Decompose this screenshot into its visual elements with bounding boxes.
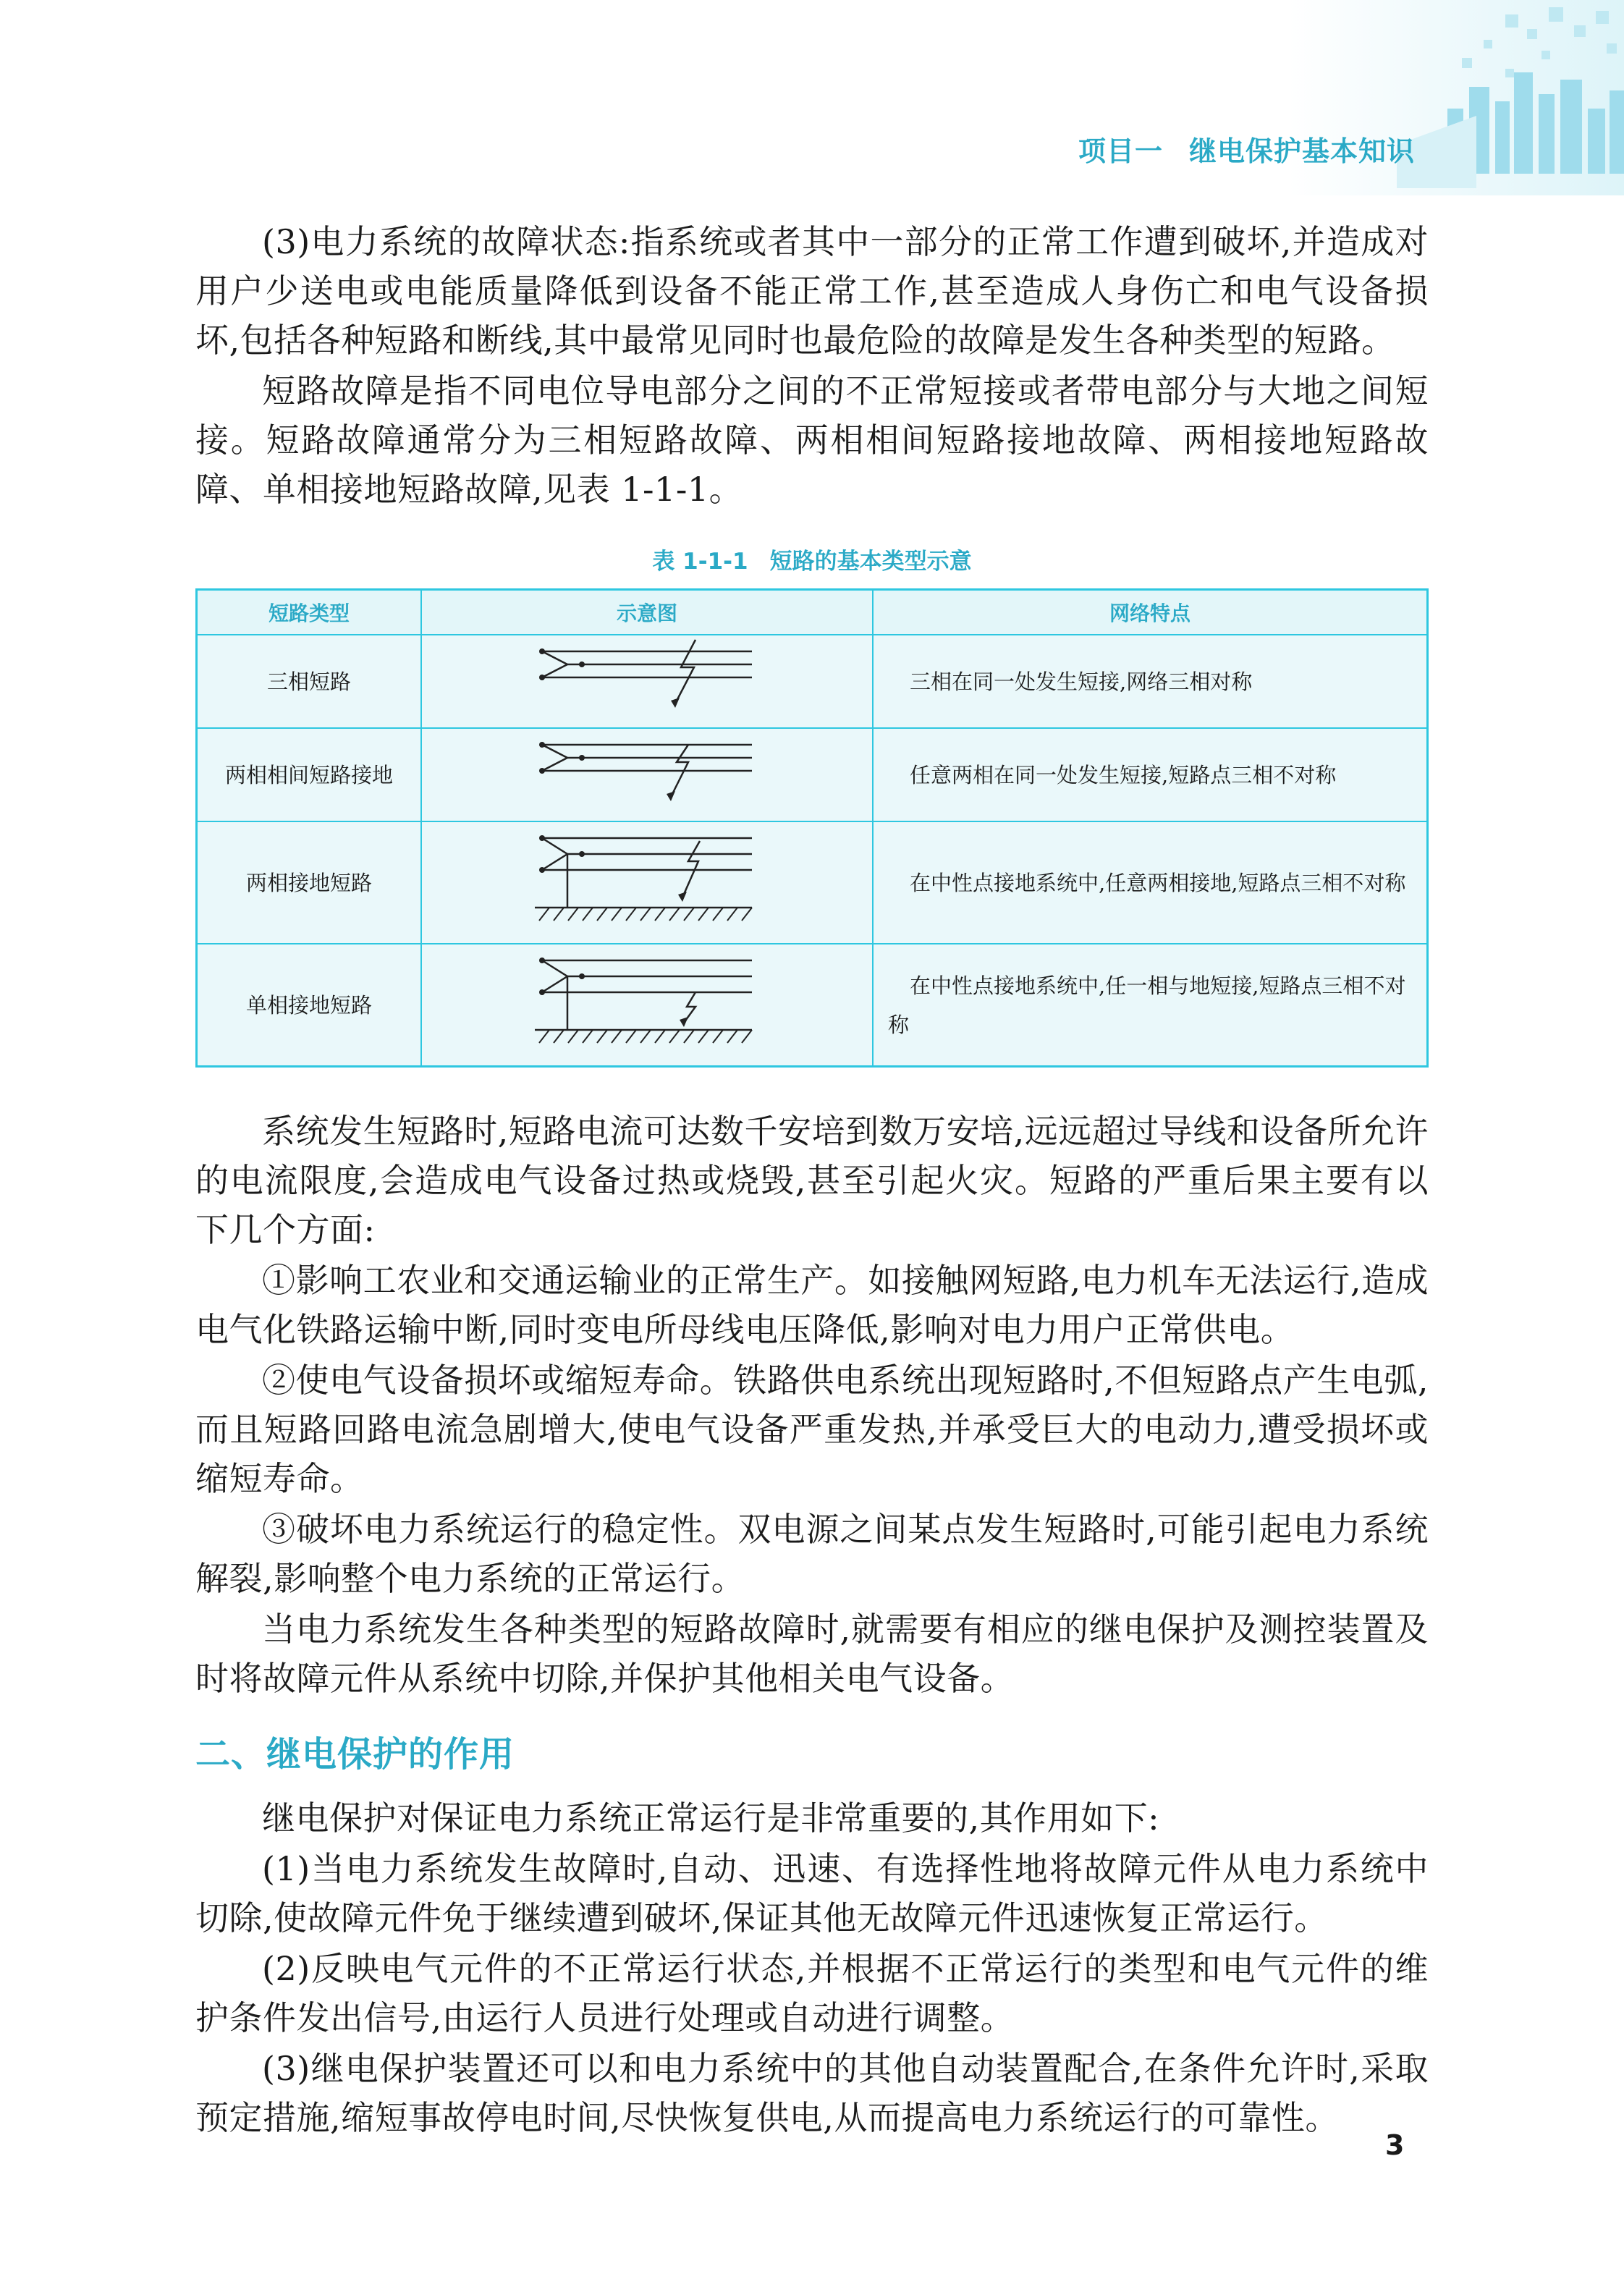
short-circuit-types-table [195, 588, 1429, 1068]
page-content [195, 217, 1429, 2142]
table-caption-title: 短路的基本类型示意 [769, 549, 972, 575]
table-header-row [197, 590, 1428, 635]
two-phase-ground-short-diagram [528, 822, 766, 931]
paragraph: (2)反映电气元件的不正常运行状态,并根据不正常运行的类型和电气元件的维护条件发出信号,由运行人员进行处理或自动进行调整。 [195, 1949, 1429, 2037]
paragraph: (3)继电保护装置还可以和电力系统中的其他自动装置配合,在条件允许时,采取预定措施,缩短事故停电时间,尽快恢复供电,从而提高电力系统运行的可靠性。 [195, 2049, 1429, 2137]
feature-cell: 在中性点接地系统中,任意两相接地,短路点三相不对称 [873, 821, 1428, 944]
paragraph: (3)电力系统的故障状态:指系统或者其中一部分的正常工作遭到破坏,并造成对用户少送电或电能质量降低到设备不能正常工作,甚至造成人身伤亡和电气设备损坏,包括各种短路和断线,其中最常见同时也最危险的故障是发生各种类型的短路。 [195, 222, 1429, 360]
running-head-title: 继电保护基本知识 [1189, 135, 1416, 167]
running-head-project: 项目一 [1078, 135, 1164, 167]
short-type-cell: 三相短路 [197, 635, 422, 728]
paragraph: 短路故障是指不同电位导电部分之间的不正常短接或者带电部分与大地之间短接。短路故障通常分为三相短路故障、两相相间短路接地故障、两相接地短路故障、单相接地短路故障,见表 1-1-1。 [195, 371, 1429, 509]
paragraph: ②使电气设备损坏或缩短寿命。铁路供电系统出现短路时,不但短路点产生电弧,而且短路回路电流急剧增大,使电气设备严重发热,并承受巨大的电动力,遭受损坏或缩短寿命。 [195, 1361, 1429, 1498]
feature-cell: 任意两相在同一处发生短接,短路点三相不对称 [873, 728, 1428, 821]
table-caption [195, 543, 1429, 575]
running-head [1078, 129, 1484, 169]
diagram-cell [421, 821, 873, 944]
table-row [197, 821, 1428, 944]
table-caption-number: 表 1-1-1 [652, 549, 748, 575]
table-header-cell: 网络特点 [873, 590, 1428, 635]
section-title: 二、继电保护的作用 [195, 1734, 515, 1775]
paragraph: 当电力系统发生各种类型的短路故障时,就需要有相应的继电保护及测控装置及时将故障元件从系统中切除,并保护其他相关电气设备。 [195, 1610, 1429, 1698]
page-number: 3 [1385, 2129, 1405, 2161]
short-type-cell: 两相接地短路 [197, 821, 422, 944]
table-header-cell: 示意图 [421, 590, 873, 635]
table-row [197, 728, 1428, 821]
paragraph: ③破坏电力系统运行的稳定性。双电源之间某点发生短路时,可能引起电力系统解裂,影响整个电力系统的正常运行。 [195, 1510, 1429, 1598]
three-phase-short-diagram [528, 635, 766, 715]
diagram-cell [421, 944, 873, 1067]
two-phase-short-diagram [528, 729, 766, 808]
paragraph: (1)当电力系统发生故障时,自动、迅速、有选择性地将故障元件从电力系统中切除,使故障元件免于继续遭到破坏,保证其他无故障元件迅速恢复正常运行。 [195, 1849, 1429, 1937]
table-row [197, 635, 1428, 728]
diagram-cell [421, 635, 873, 728]
paragraph: 系统发生短路时,短路电流可达数千安培到数万安培,远远超过导线和设备所允许的电流限度,会造成电气设备过热或烧毁,甚至引起火灾。短路的严重后果主要有以下几个方面: [195, 1112, 1429, 1249]
short-type-cell: 两相相间短路接地 [197, 728, 422, 821]
paragraph: 继电保护对保证电力系统正常运行是非常重要的,其作用如下: [262, 1799, 1160, 1838]
single-phase-ground-short-diagram [528, 944, 766, 1053]
diagram-cell [421, 728, 873, 821]
feature-cell: 三相在同一处发生短接,网络三相对称 [873, 635, 1428, 728]
short-type-cell: 单相接地短路 [197, 944, 422, 1067]
paragraph: ①影响工农业和交通运输业的正常生产。如接触网短路,电力机车无法运行,造成电气化铁路运输中断,同时变电所母线电压降低,影响对电力用户正常供电。 [195, 1261, 1429, 1349]
table-row [197, 944, 1428, 1067]
table-header-cell: 短路类型 [197, 590, 422, 635]
feature-cell: 在中性点接地系统中,任一相与地短接,短路点三相不对称 [873, 944, 1428, 1067]
